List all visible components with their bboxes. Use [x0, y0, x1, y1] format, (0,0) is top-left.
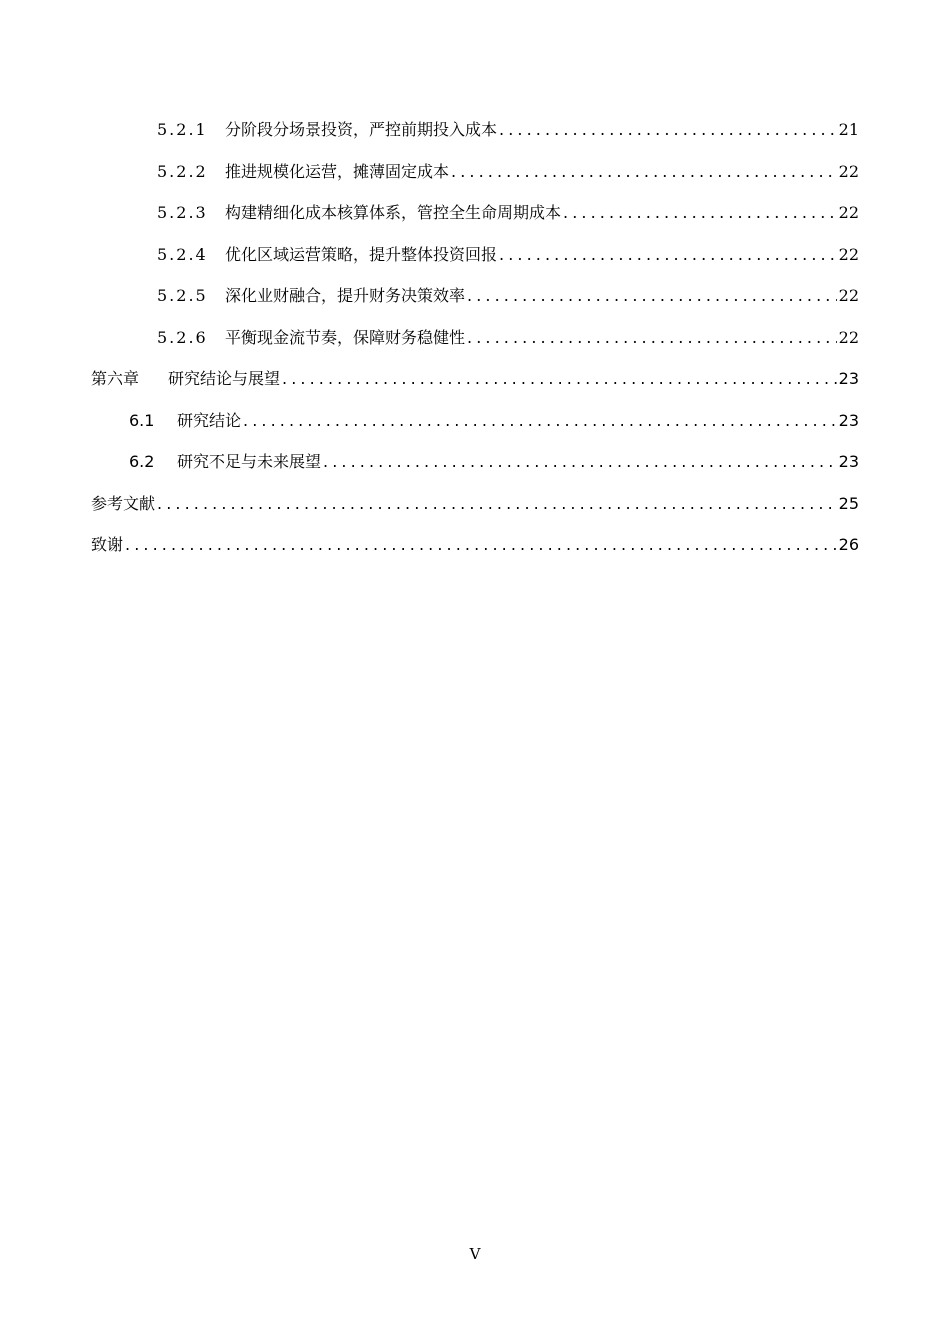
toc-dot-leader: [157, 492, 837, 516]
toc-entry-title: 研究结论: [177, 411, 242, 430]
toc-entry-page: 22: [838, 203, 859, 222]
toc-entry-title: 致谢: [91, 535, 124, 554]
toc-dot-leader: [451, 160, 837, 184]
toc-entry-title: 研究不足与未来展望: [177, 452, 322, 471]
toc-dot-leader: [125, 533, 837, 557]
toc-entry-number: 第六章: [91, 369, 140, 388]
toc-entry-page: 22: [838, 286, 859, 305]
toc-dot-leader: [323, 450, 837, 474]
toc-dot-leader: [467, 284, 837, 308]
toc-entry-5-2-4[interactable]: [157, 243, 859, 267]
toc-entry-title: 构建精细化成本核算体系，管控全生命周期成本: [225, 203, 562, 222]
toc-entry-number: 6.2: [129, 452, 155, 471]
toc-entry-page: 22: [838, 245, 859, 264]
toc-entry-page: 25: [838, 494, 859, 513]
toc-entry-page: 23: [838, 411, 859, 430]
toc-entry-6-2[interactable]: [129, 450, 859, 474]
toc-entry-6-1[interactable]: [129, 409, 859, 433]
toc-entry-page: 26: [838, 535, 859, 554]
toc-entry-number: 6.1: [129, 411, 155, 430]
toc-entry-references[interactable]: [91, 492, 859, 516]
toc-entry-page: 23: [838, 369, 859, 388]
page-number: V: [469, 1245, 481, 1263]
toc-dot-leader: [563, 201, 837, 225]
toc-entry-number: 5.2.3: [157, 203, 208, 222]
toc-entry-title: 深化业财融合，提升财务决策效率: [225, 286, 466, 305]
toc-entry-chapter-6[interactable]: [91, 367, 859, 391]
toc-entry-5-2-3[interactable]: [157, 201, 859, 225]
toc-dot-leader: [282, 367, 837, 391]
toc-entry-title: 研究结论与展望: [168, 369, 281, 388]
toc-entry-title: 推进规模化运营，摊薄固定成本: [225, 162, 450, 181]
toc-entry-5-2-2[interactable]: [157, 160, 859, 184]
toc-entry-number: 5.2.2: [157, 162, 208, 181]
toc-entry-number: 5.2.4: [157, 245, 208, 264]
toc-entry-page: 22: [838, 328, 859, 347]
toc-entry-5-2-6[interactable]: [157, 326, 859, 350]
toc-entry-page: 21: [838, 120, 859, 139]
toc-dot-leader: [499, 243, 837, 267]
toc-dot-leader: [467, 326, 837, 350]
toc-entry-5-2-5[interactable]: [157, 284, 859, 308]
toc-entry-title: 参考文献: [91, 494, 156, 513]
toc-entry-number: 5.2.6: [157, 328, 208, 347]
toc-entry-title: 分阶段分场景投资，严控前期投入成本: [225, 120, 498, 139]
toc-entry-number: 5.2.5: [157, 286, 208, 305]
toc-dot-leader: [243, 409, 837, 433]
toc-entry-page: 22: [838, 162, 859, 181]
toc-entry-acknowledgements[interactable]: [91, 533, 859, 557]
toc-entry-page: 23: [838, 452, 859, 471]
toc-entry-5-2-1[interactable]: [157, 118, 859, 142]
toc-entry-title: 平衡现金流节奏，保障财务稳健性: [225, 328, 466, 347]
toc-entry-number: 5.2.1: [157, 120, 208, 139]
toc-dot-leader: [499, 118, 837, 142]
toc-entry-title: 优化区域运营策略，提升整体投资回报: [225, 245, 498, 264]
